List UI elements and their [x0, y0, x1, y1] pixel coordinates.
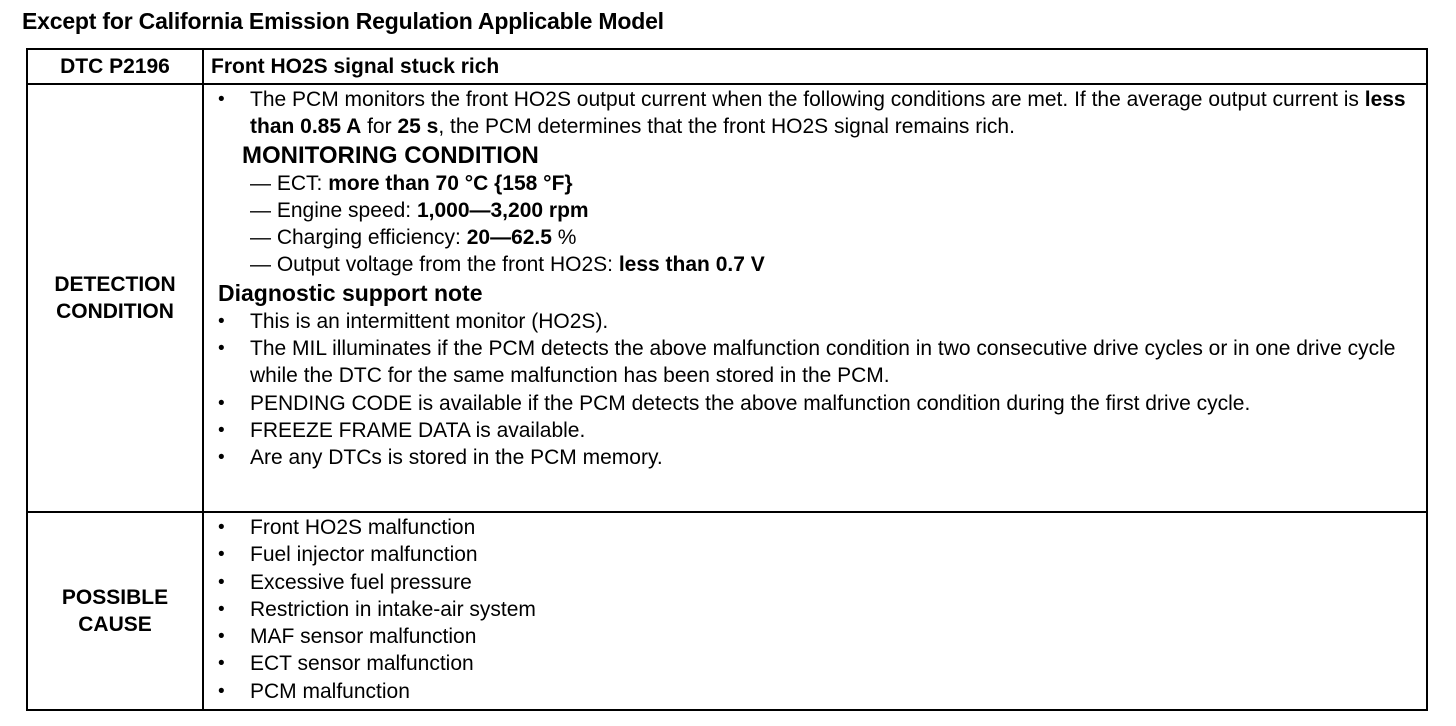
support-note-heading: Diagnostic support note [218, 279, 483, 306]
condition-item: — Charging efficiency: 20—62.5 % [250, 226, 577, 250]
label-line: CAUSE [78, 613, 152, 636]
label-line: DETECTION [54, 273, 176, 296]
cause-item: • Front HO2S malfunction [218, 514, 1418, 541]
detection-condition-row [27, 84, 1427, 512]
page-title: Except for California Emission Regulation Applicable Model [22, 8, 664, 34]
label-line: CONDITION [56, 300, 174, 323]
possible-cause-row [27, 512, 1427, 710]
condition-item: — ECT: more than 70 °C {158 °F} [250, 171, 573, 195]
monitoring-condition-heading: MONITORING CONDITION [242, 141, 539, 169]
support-note-item: • PENDING CODE is available if the PCM detects the above malfunction condition during the first drive cycle. [218, 390, 1418, 417]
support-note-item: • The MIL illuminates if the PCM detects the above malfunction condition in two consecutive drive cycles or in one drive cycle while the DTC for the same malfunction has been stored in the PCM. [218, 335, 1418, 390]
detection-condition-label [27, 84, 203, 512]
cause-item: • PCM malfunction [218, 678, 1418, 705]
cause-item: • ECT sensor malfunction [218, 650, 1418, 677]
dtc-code: DTC P2196 [27, 49, 203, 84]
detection-intro: • The PCM monitors the front HO2S output current when the following conditions are met. If the average output current is less than 0.85 A for 25 s, the PCM determines that the front HO2S signal remains rich. [218, 86, 1418, 141]
table-header-row [27, 49, 1427, 84]
dtc-table [26, 48, 1428, 711]
support-note-item: • FREEZE FRAME DATA is available. [218, 417, 1418, 444]
cause-item: • Excessive fuel pressure [218, 569, 1418, 596]
cause-item: • Fuel injector malfunction [218, 541, 1418, 568]
dtc-description: Front HO2S signal stuck rich [203, 49, 1427, 84]
detection-condition-content [203, 84, 1427, 512]
condition-item: — Output voltage from the front HO2S: less than 0.7 V [250, 253, 765, 277]
possible-cause-content [203, 512, 1427, 710]
support-note-item: • Are any DTCs is stored in the PCM memory. [218, 444, 1418, 471]
support-note-item: • This is an intermittent monitor (HO2S). [218, 308, 1418, 335]
cause-item: • Restriction in intake-air system [218, 596, 1418, 623]
condition-item: — Engine speed: 1,000—3,200 rpm [250, 198, 589, 222]
cause-item: • MAF sensor malfunction [218, 623, 1418, 650]
possible-cause-label [27, 512, 203, 710]
label-line: POSSIBLE [61, 586, 169, 609]
